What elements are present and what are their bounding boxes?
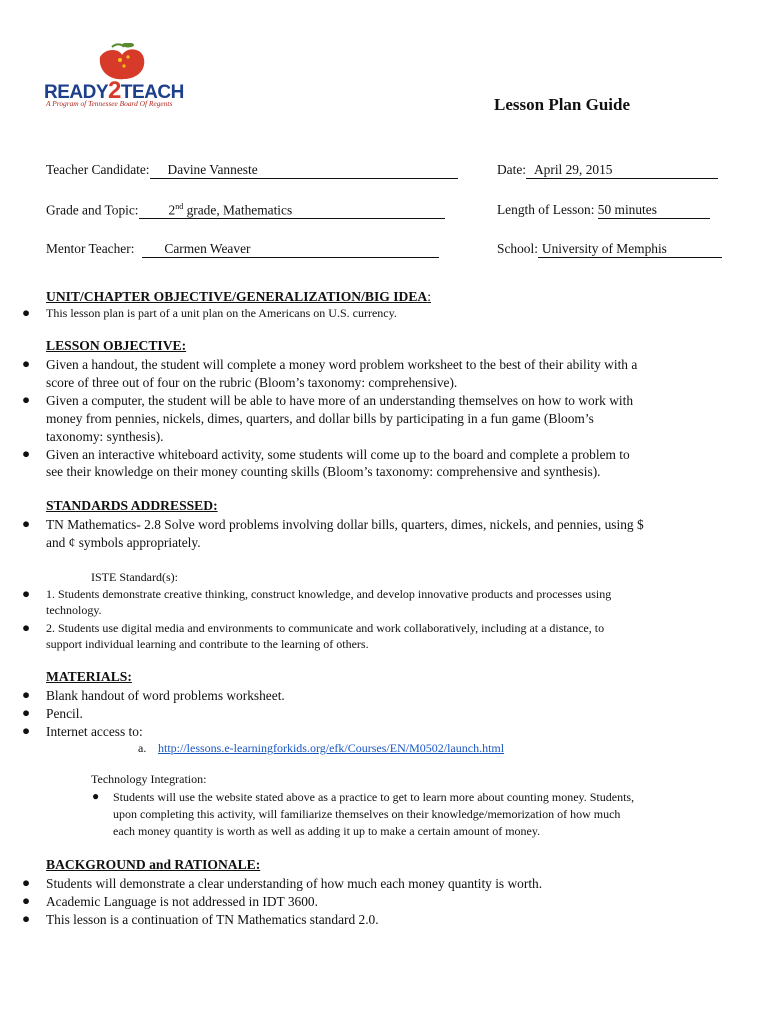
iste-label: ISTE Standard(s): — [91, 570, 178, 584]
materials-item: Pencil. — [46, 706, 83, 721]
tech-text-line-2: upon completing this activity, will familiarize themselves on their knowledge/memorization of how much — [113, 807, 621, 821]
objective-item-3-line-1: Given an interactive whiteboard activity, some students will come up to the board and complete a problem to — [46, 447, 630, 462]
background-item: Students will demonstrate a clear understanding of how much each money quantity is worth. — [46, 876, 543, 891]
materials-heading: MATERIALS: — [46, 669, 132, 684]
lesson-website-link[interactable]: http://lessons.e-learningforkids.org/efk/Courses/EN/M0502/launch.html — [158, 741, 505, 755]
background-item: This lesson is a continuation of TN Mathematics standard 2.0. — [46, 912, 379, 927]
bullet-icon: ● — [22, 305, 31, 320]
iste-item-2-line-2: support individual learning and contribute to the learning of others. — [46, 637, 369, 651]
tech-text-line-1: Students will use the website stated above as a practice to get to learn more about counting money. Students, — [113, 790, 635, 804]
tn-standard-line-2: and ¢ symbols appropriately. — [46, 535, 201, 550]
objective-item-3-line-2: see their knowledge on their money counting skills (Bloom’s taxonomy: comprehensive and synthesis). — [46, 464, 601, 479]
bullet-icon: ● — [22, 620, 31, 635]
ready2teach-logo — [44, 43, 194, 113]
page-title: Lesson Plan Guide — [494, 95, 631, 114]
bullet-icon: ● — [22, 893, 31, 908]
unit-objective-heading: UNIT/CHAPTER OBJECTIVE/GENERALIZATION/BIG IDEA: — [46, 289, 431, 304]
bullet-icon: ● — [22, 875, 31, 890]
objective-item-1-line-1: Given a handout, the student will complete a money word problem worksheet to the best of their ability with a — [46, 357, 638, 372]
background-heading: BACKGROUND and RATIONALE: — [46, 857, 261, 872]
bullet-icon: ● — [22, 392, 31, 407]
date-field: Date: April 29, 2015 — [497, 162, 718, 179]
objective-item-2-line-3: taxonomy: synthesis). — [46, 429, 164, 444]
iste-item-1-line-2: technology. — [46, 603, 102, 617]
bullet-icon: ● — [22, 687, 31, 702]
logo-wordmark: READY2TEACH — [44, 77, 184, 104]
bullet-icon: ● — [22, 516, 31, 531]
materials-item: Blank handout of word problems worksheet. — [46, 688, 285, 703]
objective-item-1-line-2: score of three out of four on the rubric (Bloom’s taxonomy: comprehensive). — [46, 375, 458, 390]
bullet-icon: ● — [22, 723, 31, 738]
iste-item-1-line-1: 1. Students demonstrate creative thinking, construct knowledge, and develop innovative products and processes using — [46, 587, 612, 601]
technology-integration-label: Technology Integration: — [91, 772, 207, 786]
mentor-teacher-field: Mentor Teacher: Carmen Weaver — [46, 241, 439, 258]
bullet-icon: ● — [22, 911, 31, 926]
school-field: School: University of Memphis — [497, 241, 722, 258]
logo-tagline: A Program of Tennessee Board Of Regents — [46, 99, 173, 108]
bullet-icon: ● — [22, 446, 31, 461]
materials-item: Internet access to: — [46, 724, 143, 739]
bullet-icon: ● — [22, 356, 31, 371]
sub-item-marker: a. — [138, 741, 147, 755]
bullet-icon: ● — [22, 705, 31, 720]
lesson-objective-heading: LESSON OBJECTIVE: — [46, 338, 187, 353]
iste-item-2-line-1: 2. Students use digital media and environments to communicate and work collaboratively, including at a distance, to — [46, 621, 605, 635]
tech-text-line-3: each money quantity is worth as well as adding it up to make a certain amount of money. — [113, 824, 541, 838]
grade-topic-field: Grade and Topic: 2nd grade, Mathematics — [46, 202, 445, 219]
teacher-candidate-field: Teacher Candidate: Davine Vanneste — [46, 162, 458, 179]
standards-heading: STANDARDS ADDRESSED: — [46, 498, 218, 513]
objective-item-2-line-2: money from pennies, nickels, dimes, quarters, and dollar bills by participating in a fun game (Bloom’s — [46, 411, 594, 426]
bullet-icon: ● — [92, 789, 100, 803]
unit-item: This lesson plan is part of a unit plan on the Americans on U.S. currency. — [46, 306, 397, 320]
length-of-lesson-field: Length of Lesson: 50 minutes — [497, 202, 710, 219]
tn-standard-line-1: TN Mathematics- 2.8 Solve word problems involving dollar bills, quarters, dimes, nickels, and pennies, using $ — [46, 517, 644, 532]
bullet-icon: ● — [22, 586, 31, 601]
background-item: Academic Language is not addressed in IDT 3600. — [46, 894, 318, 909]
objective-item-2-line-1: Given a computer, the student will be able to have more of an understanding themselves on how to work with — [46, 393, 634, 408]
